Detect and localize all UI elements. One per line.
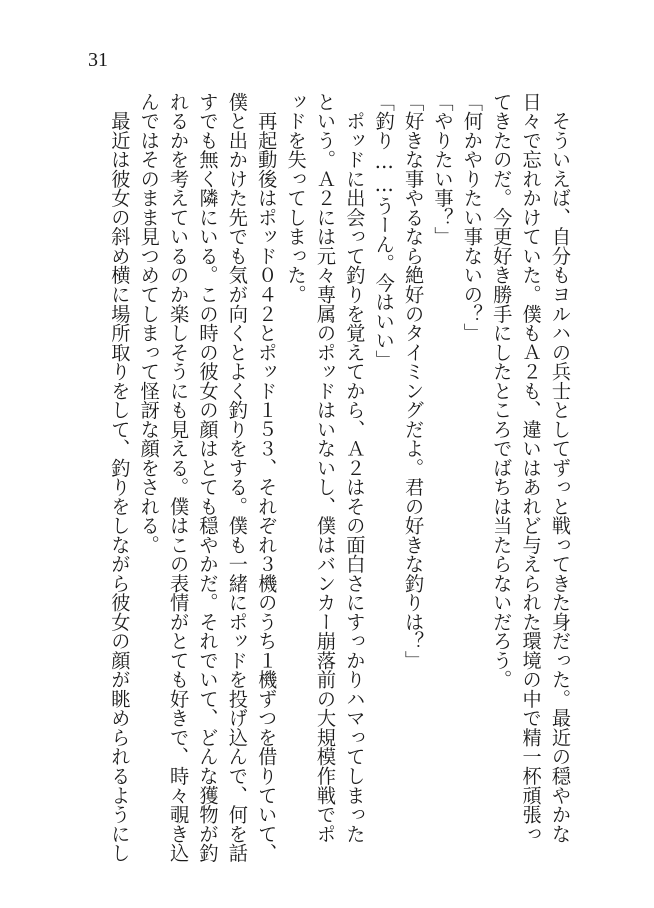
text-line: 日々で忘れかけていた。僕もＡ２も、違いはあれど与えられた環境の中で精一杯頑張っ bbox=[519, 92, 543, 844]
text-line: という。Ａ２には元々専属のポッドはいないし、僕はバンカー崩落前の大規模作戦でポ bbox=[314, 92, 337, 844]
page-number: 31 bbox=[88, 49, 108, 71]
text-line: 「何かやりたい事ないの？」 bbox=[460, 92, 484, 343]
text-line: 「やりたい事？」 bbox=[431, 92, 455, 247]
text-line: 「釣り……うーん。今はいい」 bbox=[372, 92, 396, 370]
text-line: そういえば、自分もヨルハの兵士としてずっと戦ってきた身だった。最近の穏やかな bbox=[549, 92, 572, 844]
text-line: すでも無く隣にいる。この時の彼女の顔はとても穏やかだ。それでいて、どんな獲物が釣 bbox=[196, 92, 220, 863]
body-text bbox=[100, 92, 570, 882]
text-line: 「好きな事やるなら絶好のタイミングだよ。君の好きな釣りは？」 bbox=[402, 92, 426, 670]
text-line: んではそのまま見つめてしまって怪訝な顔をされる。 bbox=[137, 92, 161, 555]
text-line: れるかを考えているのか楽しそうにも見える。僕はこの表情がとても好きで、時々覗き込 bbox=[167, 92, 191, 863]
text-line: 僕と出かけた先でも気が向くとよく釣りをする。僕も一緒にポッドを投げ込んで、何を話 bbox=[225, 92, 249, 863]
text-line: 再起動後はポッド０４２とポッド１５３、それぞれ３機のうち１機ずつを借りていて、 bbox=[255, 92, 279, 863]
text-line: 最近は彼女の斜め横に場所取りをして、釣りをしながら彼女の顔が眺められるようにし bbox=[108, 92, 132, 863]
text-line: てきたのだ。今更好き勝手にしたところでばちは当たらないだろう。 bbox=[490, 92, 514, 690]
text-line: ッドを失ってしまった。 bbox=[284, 92, 308, 304]
text-line: ポッドに出会って釣りを覚えてから、Ａ２はその面白さにすっかりハマってしまった bbox=[343, 92, 367, 844]
